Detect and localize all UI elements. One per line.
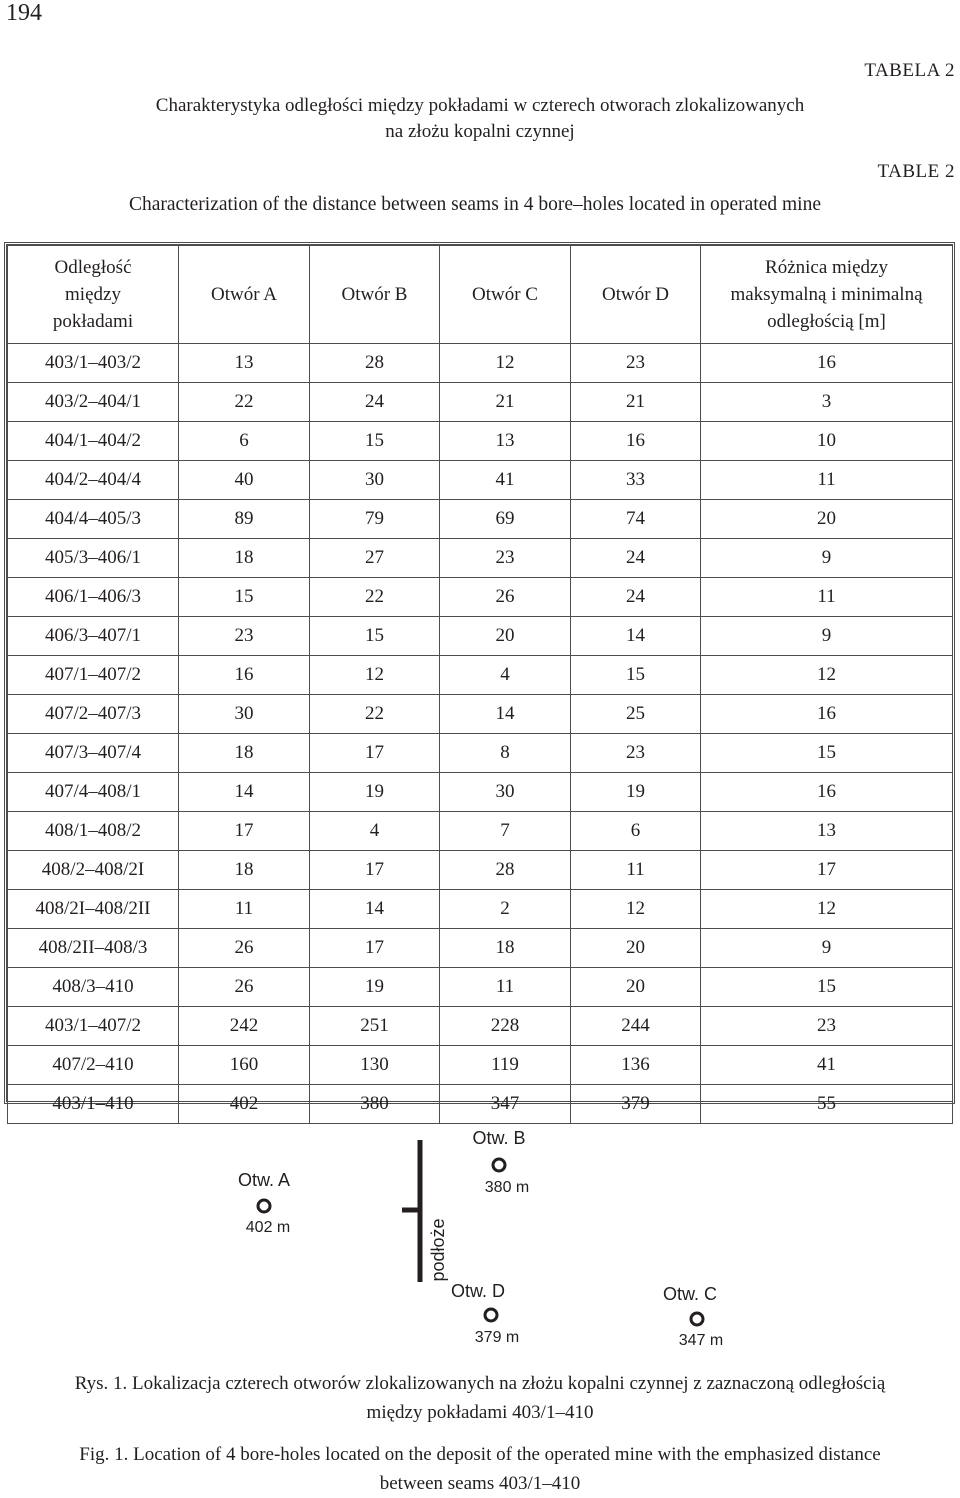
well-b-name: Otw. B: [472, 1128, 526, 1148]
table-cell: 16: [701, 344, 953, 383]
table-cell: 15: [571, 656, 701, 695]
table-cell: 22: [310, 578, 440, 617]
caption-line: between seams 403/1–410: [379, 1473, 581, 1494]
header-well-a: [179, 246, 310, 344]
table-cell: 14: [440, 695, 571, 734]
well-c: [663, 1284, 723, 1349]
table-cell: 18: [179, 539, 310, 578]
table-cell: 41: [440, 461, 571, 500]
table-row: [8, 929, 953, 968]
table-cell: 251: [310, 1007, 440, 1046]
table-cell: 347: [440, 1085, 571, 1124]
figure-caption-pl: [0, 1369, 960, 1427]
table-cell: 16: [701, 695, 953, 734]
data-table: [7, 245, 953, 1124]
table-cell: 15: [701, 968, 953, 1007]
cell-seam-range: 407/2–410: [8, 1046, 179, 1085]
table-cell: 33: [571, 461, 701, 500]
table-cell: 74: [571, 500, 701, 539]
table-title-en: Characterization of the distance between seams in 4 bore–holes located in operated mine: [129, 194, 821, 215]
table-cell: 17: [701, 851, 953, 890]
table-cell: 40: [179, 461, 310, 500]
cell-seam-range: 407/3–407/4: [8, 734, 179, 773]
header-line: maksymalną i minimalną: [730, 284, 923, 305]
table-row: [8, 695, 953, 734]
table-row: [8, 890, 953, 929]
table-cell: 11: [701, 578, 953, 617]
table-cell: 16: [179, 656, 310, 695]
well-a-name: Otw. A: [237, 1170, 291, 1190]
table-cell: 23: [571, 734, 701, 773]
table-row: [8, 734, 953, 773]
table-cell: 15: [701, 734, 953, 773]
cell-seam-range: 407/4–408/1: [8, 773, 179, 812]
cell-seam-range: 404/1–404/2: [8, 422, 179, 461]
table-cell: 20: [571, 929, 701, 968]
table-cell: 17: [310, 851, 440, 890]
header-line: odległością [m]: [767, 311, 886, 332]
floor-label: podłoże: [428, 1218, 448, 1282]
table-cell: 26: [179, 929, 310, 968]
table-cell: 402: [179, 1085, 310, 1124]
header-difference: [701, 246, 953, 344]
table-cell: 11: [701, 461, 953, 500]
table-cell: 15: [179, 578, 310, 617]
table-cell: 24: [310, 383, 440, 422]
table-row: [8, 344, 953, 383]
table-cell: 3: [701, 383, 953, 422]
header-line: Otwór D: [601, 284, 670, 305]
table-cell: 379: [571, 1085, 701, 1124]
table-cell: 8: [440, 734, 571, 773]
table-cell: 25: [571, 695, 701, 734]
cell-seam-range: 404/2–404/4: [8, 461, 179, 500]
header-line: Otwór B: [341, 284, 408, 305]
table-cell: 20: [701, 500, 953, 539]
table-label-en: TABLE 2: [877, 161, 955, 182]
table-cell: 18: [440, 929, 571, 968]
table-row: [8, 578, 953, 617]
table-cell: 22: [310, 695, 440, 734]
well-d-marker: [485, 1309, 497, 1321]
table-cell: 6: [179, 422, 310, 461]
table-row: [8, 461, 953, 500]
table-cell: 69: [440, 500, 571, 539]
table-cell: 13: [179, 344, 310, 383]
table-cell: 6: [571, 812, 701, 851]
table-row: [8, 383, 953, 422]
table-cell: 17: [179, 812, 310, 851]
table-cell: 11: [179, 890, 310, 929]
table-cell: 41: [701, 1046, 953, 1085]
well-location-map: [0, 1120, 960, 1360]
table-cell: 14: [310, 890, 440, 929]
table-cell: 13: [440, 422, 571, 461]
table-row: [8, 968, 953, 1007]
header-line: Różnica między: [765, 257, 888, 278]
table-row: [8, 500, 953, 539]
table-cell: 14: [571, 617, 701, 656]
table-cell: 22: [179, 383, 310, 422]
table-cell: 23: [440, 539, 571, 578]
cell-seam-range: 407/1–407/2: [8, 656, 179, 695]
table-cell: 26: [179, 968, 310, 1007]
table-cell: 23: [701, 1007, 953, 1046]
table-cell: 119: [440, 1046, 571, 1085]
table-row: [8, 422, 953, 461]
table-cell: 136: [571, 1046, 701, 1085]
well-c-marker: [691, 1313, 703, 1325]
table-cell: 24: [571, 578, 701, 617]
table-cell: 30: [179, 695, 310, 734]
table-cell: 19: [310, 968, 440, 1007]
cell-seam-range: 408/2–408/2I: [8, 851, 179, 890]
header-line: Otwór C: [472, 284, 538, 305]
table-title-pl-line: na złożu kopalni czynnej: [385, 121, 575, 142]
header-line: pokładami: [52, 311, 134, 332]
table-label-pl: TABELA 2: [864, 60, 955, 81]
table-cell: 244: [571, 1007, 701, 1046]
table-cell: 4: [440, 656, 571, 695]
table-cell: 21: [571, 383, 701, 422]
table-cell: 130: [310, 1046, 440, 1085]
caption-line: między pokładami 403/1–410: [366, 1402, 594, 1423]
table-cell: 12: [440, 344, 571, 383]
cell-seam-range: 403/1–410: [8, 1085, 179, 1124]
well-d-depth: 379 m: [474, 1329, 520, 1346]
table-cell: 11: [571, 851, 701, 890]
table-title-pl-line: Charakterystyka odległości między pokładami w czterech otworach zlokalizowanych: [155, 95, 805, 116]
table-cell: 89: [179, 500, 310, 539]
cell-seam-range: 403/1–407/2: [8, 1007, 179, 1046]
table-cell: 30: [440, 773, 571, 812]
well-b-depth: 380 m: [484, 1179, 530, 1196]
table-cell: 79: [310, 500, 440, 539]
cell-seam-range: 405/3–406/1: [8, 539, 179, 578]
table-cell: 55: [701, 1085, 953, 1124]
cell-seam-range: 403/1–403/2: [8, 344, 179, 383]
table-cell: 15: [310, 422, 440, 461]
table-row: [8, 539, 953, 578]
table-cell: 9: [701, 929, 953, 968]
table-cell: 17: [310, 929, 440, 968]
table-cell: 20: [440, 617, 571, 656]
table-cell: 4: [310, 812, 440, 851]
table-cell: 23: [179, 617, 310, 656]
cell-seam-range: 407/2–407/3: [8, 695, 179, 734]
table-cell: 28: [310, 344, 440, 383]
well-a-depth: 402 m: [245, 1219, 291, 1236]
well-d-name: Otw. D: [450, 1281, 506, 1301]
table-cell: 18: [179, 734, 310, 773]
cell-seam-range: 404/4–405/3: [8, 500, 179, 539]
header-line: Otwór A: [211, 284, 277, 305]
well-c-depth: 347 m: [678, 1332, 724, 1349]
caption-line: Fig. 1. Location of 4 bore-holes located on the deposit of the operated mine with the emphasized distance: [79, 1444, 881, 1465]
table-cell: 27: [310, 539, 440, 578]
table-cell: 9: [701, 539, 953, 578]
well-d: [451, 1281, 519, 1346]
table-cell: 13: [701, 812, 953, 851]
cell-seam-range: 406/3–407/1: [8, 617, 179, 656]
table-cell: 12: [310, 656, 440, 695]
header-well-d: [571, 246, 701, 344]
table-cell: 19: [571, 773, 701, 812]
well-c-name: Otw. C: [662, 1284, 718, 1304]
table-cell: 2: [440, 890, 571, 929]
table-cell: 18: [179, 851, 310, 890]
well-a-marker: [258, 1200, 270, 1212]
table-cell: 12: [571, 890, 701, 929]
table-cell: 7: [440, 812, 571, 851]
table-cell: 12: [701, 656, 953, 695]
table-cell: 30: [310, 461, 440, 500]
header-well-c: [440, 246, 571, 344]
table-cell: 16: [701, 773, 953, 812]
header-line: Odległość: [54, 257, 132, 278]
table-title-pl: [0, 93, 960, 145]
table-row: [8, 773, 953, 812]
figure-caption-en: [0, 1440, 960, 1498]
table-cell: 228: [440, 1007, 571, 1046]
data-table-frame: [4, 242, 955, 1114]
table-cell: 19: [310, 773, 440, 812]
header-well-b: [310, 246, 440, 344]
page-number: 194: [6, 0, 42, 26]
table-cell: 26: [440, 578, 571, 617]
table-header-row: [8, 246, 953, 344]
table-cell: 20: [571, 968, 701, 1007]
table-cell: 16: [571, 422, 701, 461]
table-cell: 9: [701, 617, 953, 656]
well-b-marker: [493, 1159, 505, 1171]
table-cell: 160: [179, 1046, 310, 1085]
table-cell: 242: [179, 1007, 310, 1046]
table-cell: 380: [310, 1085, 440, 1124]
cell-seam-range: 408/3–410: [8, 968, 179, 1007]
cell-seam-range: 408/2I–408/2II: [8, 890, 179, 929]
table-cell: 21: [440, 383, 571, 422]
caption-line: Rys. 1. Lokalizacja czterech otworów zlokalizowanych na złożu kopalni czynnej z zaznaczoną odległością: [74, 1373, 886, 1394]
header-line: między: [65, 284, 121, 305]
table-row: [8, 812, 953, 851]
table-row: [8, 656, 953, 695]
table-cell: 14: [179, 773, 310, 812]
table-row: [8, 851, 953, 890]
table-row: [8, 1046, 953, 1085]
table-row: [8, 617, 953, 656]
table-row: [8, 1085, 953, 1124]
table-cell: 11: [440, 968, 571, 1007]
well-b: [472, 1128, 529, 1196]
table-cell: 15: [310, 617, 440, 656]
table-row: [8, 1007, 953, 1046]
table-cell: 17: [310, 734, 440, 773]
table-cell: 28: [440, 851, 571, 890]
cell-seam-range: 408/1–408/2: [8, 812, 179, 851]
table-cell: 24: [571, 539, 701, 578]
cell-seam-range: 408/2II–408/3: [8, 929, 179, 968]
table-cell: 10: [701, 422, 953, 461]
header-distance: [8, 246, 179, 344]
cell-seam-range: 406/1–406/3: [8, 578, 179, 617]
cell-seam-range: 403/2–404/1: [8, 383, 179, 422]
table-cell: 12: [701, 890, 953, 929]
table-cell: 23: [571, 344, 701, 383]
well-a: [238, 1170, 290, 1236]
